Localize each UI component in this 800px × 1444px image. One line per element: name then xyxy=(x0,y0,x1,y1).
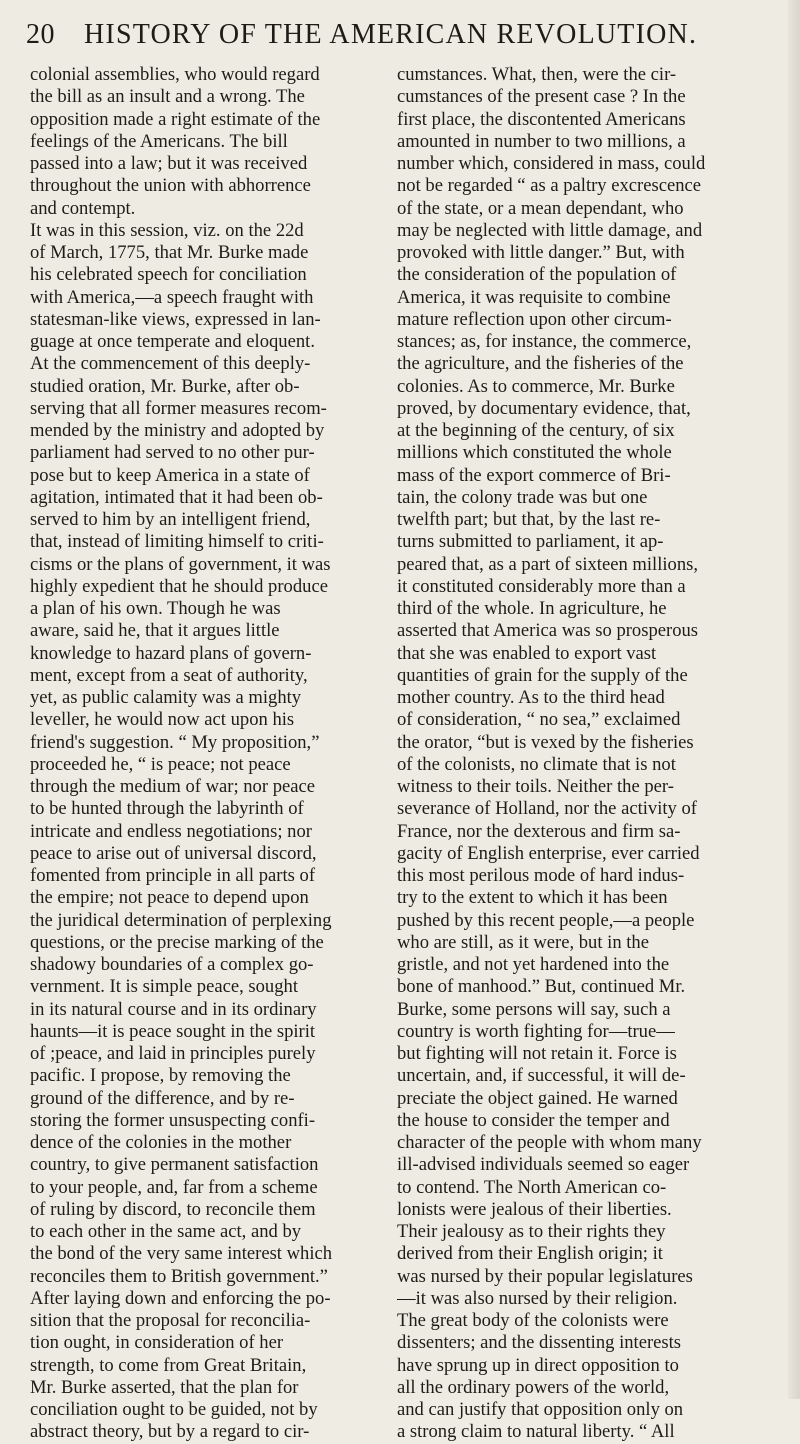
text-line: derived from their English origin; it xyxy=(397,1243,663,1265)
text-line: stances; as, for instance, the commerce, xyxy=(397,331,692,352)
text-line: mass of the export commerce of Bri- xyxy=(397,464,671,486)
text-line: intricate and endless negotiations; nor xyxy=(30,820,312,842)
text-line: and contempt. xyxy=(30,197,136,219)
text-line: yet, as public calamity was a mighty xyxy=(30,687,302,708)
text-line: was nursed by their popular legislatures xyxy=(397,1265,693,1287)
text-line: questions, or the precise marking of the xyxy=(30,931,324,953)
text-line: of the colonists, no climate that is not xyxy=(397,753,676,775)
text-line: leveller, he would now act upon his xyxy=(30,709,295,731)
text-line: with America,—a speech fraught with xyxy=(30,286,314,308)
text-line: feelings of the Americans. The bill xyxy=(30,130,288,152)
text-line: cumstances. What, then, were the cir- xyxy=(397,64,677,85)
text-line: turns submitted to parliament, it ap- xyxy=(397,531,664,553)
text-line: pacific. I propose, by removing the xyxy=(30,1065,291,1087)
text-line: haunts—it is peace sought in the spirit xyxy=(30,1020,316,1042)
running-title: HISTORY OF THE AMERICAN REVOLUTION. xyxy=(84,19,698,50)
text-line: proceeded he, “ is peace; not peace xyxy=(30,753,291,775)
text-line: witness to their toils. Neither the per- xyxy=(397,776,674,797)
text-line: serving that all former measures recom- xyxy=(30,397,327,419)
text-line: to each other in the same act, and by xyxy=(30,1221,302,1242)
text-line: quantities of grain for the supply of the xyxy=(397,664,688,686)
text-line: that she was enabled to export vast xyxy=(397,642,657,664)
text-line: severance of Holland, nor the activity of xyxy=(397,798,697,820)
text-line: who are still, as it were, but in the xyxy=(397,931,649,953)
text-line: proved, by documentary evidence, that, xyxy=(397,397,691,419)
text-line: Their jealousy as to their rights they xyxy=(397,1221,666,1242)
text-line: preciate the object gained. He warned xyxy=(397,1087,678,1109)
text-line: third of the whole. In agriculture, he xyxy=(397,598,667,619)
text-line: at the beginning of the century, of six xyxy=(397,420,675,441)
text-line: to be hunted through the labyrinth of xyxy=(30,798,304,820)
text-line: After laying down and enforcing the po- xyxy=(30,1287,331,1309)
text-line: may be neglected with little damage, and xyxy=(397,219,703,241)
text-line: highly expedient that he should produce xyxy=(30,575,328,597)
page-edge-shadow xyxy=(788,0,800,1399)
text-line: in its natural course and in its ordinary xyxy=(30,998,317,1020)
text-line: provoked with little danger.” But, with xyxy=(397,242,685,263)
text-line: aware, said he, that it argues little xyxy=(30,620,280,642)
text-line: to your people, and, far from a scheme xyxy=(30,1176,318,1198)
text-line: reconciles them to British government.” xyxy=(30,1265,328,1287)
text-line: that, instead of limiting himself to criti- xyxy=(30,531,324,553)
text-line: not be regarded “ as a paltry excrescence xyxy=(397,175,702,197)
text-line: the empire; not peace to depend upon xyxy=(30,887,309,909)
text-line: of consideration, “ no sea,” exclaimed xyxy=(397,709,681,731)
text-line: country, to give permanent satisfaction xyxy=(30,1154,319,1176)
text-line: cisms or the plans of government, it was xyxy=(30,553,331,575)
text-line: served to him by an intelligent friend, xyxy=(30,509,311,530)
text-line: fomented from principle in all parts of xyxy=(30,865,316,886)
text-line: the bill as an insult and a wrong. The xyxy=(30,86,305,108)
text-line: ground of the difference, and by re- xyxy=(30,1087,295,1109)
text-line: gacity of English enterprise, ever carried xyxy=(397,842,700,864)
text-line: cumstances of the present case ? In the xyxy=(397,86,686,108)
text-line: of March, 1775, that Mr. Burke made xyxy=(30,242,309,263)
text-line: peared that, as a part of sixteen millions, xyxy=(397,553,699,575)
text-line: mature reflection upon other circum- xyxy=(397,308,672,330)
text-line: of the state, or a mean dependant, who xyxy=(397,197,684,219)
text-line: studied oration, Mr. Burke, after ob- xyxy=(30,375,300,397)
text-line: dissenters; and the dissenting interests xyxy=(397,1332,682,1354)
left-column xyxy=(30,64,384,1444)
text-line: twelfth part; but that, by the last re- xyxy=(397,509,661,530)
text-line: mother country. As to the third head xyxy=(397,687,665,708)
text-line: peace to arise out of universal discord, xyxy=(30,842,317,864)
text-line: parliament had served to no other pur- xyxy=(30,442,315,464)
text-line: his celebrated speech for conciliation xyxy=(30,264,307,286)
text-line: gristle, and not yet hardened into the xyxy=(397,954,670,975)
text-line: It was in this session, viz. on the 22d xyxy=(30,219,304,241)
text-line: of ;peace, and laid in principles purely xyxy=(30,1043,316,1064)
text-line: the juridical determination of perplexing xyxy=(30,909,332,931)
text-line: the consideration of the population of xyxy=(397,264,677,286)
text-line: a plan of his own. Though he was xyxy=(30,598,281,619)
text-line: abstract theory, but by a regard to cir- xyxy=(30,1421,310,1443)
text-line: amounted in number to two millions, a xyxy=(397,130,686,152)
text-line: Burke, some persons will say, such a xyxy=(397,998,671,1020)
text-line: the house to consider the temper and xyxy=(397,1109,670,1131)
text-line: knowledge to hazard plans of govern- xyxy=(30,642,312,664)
text-line: throughout the union with abhorrence xyxy=(30,175,311,197)
text-line: storing the former unsuspecting confi- xyxy=(30,1109,316,1131)
text-line: friend's suggestion. “ My proposition,” xyxy=(30,731,320,753)
text-line: strength, to come from Great Britain, xyxy=(30,1354,307,1376)
text-line: first place, the discontented Americans xyxy=(397,108,686,130)
page-number: 20 xyxy=(26,19,55,50)
text-line: opposition made a right estimate of the xyxy=(30,108,321,130)
text-line: to contend. The North American co- xyxy=(397,1176,667,1198)
text-line: pose but to keep America in a state of xyxy=(30,464,310,486)
text-line: lonists were jealous of their liberties. xyxy=(397,1198,672,1220)
text-line: America, it was requisite to combine xyxy=(397,286,671,308)
text-line: it constituted considerably more than a xyxy=(397,575,686,597)
text-line: colonial assemblies, who would regard xyxy=(30,64,320,85)
text-line: passed into a law; but it was received xyxy=(30,153,308,174)
text-line: of ruling by discord, to reconcile them xyxy=(30,1198,316,1220)
text-line: pushed by this recent people,—a people xyxy=(397,909,695,931)
text-line: shadowy boundaries of a complex go- xyxy=(30,954,314,975)
text-line: country is worth fighting for—true— xyxy=(397,1020,675,1042)
text-line: conciliation ought to be guided, not by xyxy=(30,1399,318,1420)
text-line: France, nor the dexterous and firm sa- xyxy=(397,820,681,842)
text-line: Mr. Burke asserted, that the plan for xyxy=(30,1376,299,1398)
text-line: character of the people with whom many xyxy=(397,1132,702,1153)
text-line: the orator, “but is vexed by the fisheries xyxy=(397,731,694,753)
text-line: vernment. It is simple peace, sought xyxy=(30,976,298,998)
text-line: through the medium of war; nor peace xyxy=(30,776,316,797)
text-line: millions which constituted the whole xyxy=(397,442,672,464)
text-line: try to the extent to which it has been xyxy=(397,887,668,909)
text-line: dence of the colonies in the mother xyxy=(30,1132,292,1153)
text-columns xyxy=(30,64,770,1443)
text-line: ment, except from a seat of authority, xyxy=(30,664,308,686)
text-line: The great body of the colonists were xyxy=(397,1310,669,1331)
text-line: statesman-like views, expressed in lan- xyxy=(30,308,321,330)
text-line: ill-advised individuals seemed so eager xyxy=(397,1154,690,1176)
text-line: number which, considered in mass, could xyxy=(397,153,706,174)
right-column xyxy=(397,64,751,1444)
text-line: asserted that America was so prosperous xyxy=(397,620,699,642)
text-line: sition that the proposal for reconcilia- xyxy=(30,1310,311,1331)
text-line: this most perilous mode of hard indus- xyxy=(397,865,685,886)
text-line: —it was also nursed by their religion. xyxy=(397,1287,678,1309)
text-line: the agriculture, and the fisheries of the xyxy=(397,353,684,375)
page-header xyxy=(26,18,776,52)
text-line: tain, the colony trade was but one xyxy=(397,486,648,508)
text-line: bone of manhood.” But, continued Mr. xyxy=(397,976,686,998)
text-line: and can justify that opposition only on xyxy=(397,1399,684,1420)
text-line: agitation, intimated that it had been ob- xyxy=(30,486,323,508)
text-line: the bond of the very same interest which xyxy=(30,1243,333,1265)
text-line: have sprung up in direct opposition to xyxy=(397,1354,679,1376)
text-line: all the ordinary powers of the world, xyxy=(397,1376,670,1398)
text-line: tion ought, in consideration of her xyxy=(30,1332,284,1354)
text-line: a strong claim to natural liberty. “ All xyxy=(397,1421,675,1443)
text-line: uncertain, and, if successful, it will de- xyxy=(397,1065,686,1087)
text-line: At the commencement of this deeply- xyxy=(30,353,311,375)
text-line: colonies. As to commerce, Mr. Burke xyxy=(397,375,675,397)
text-line: guage at once temperate and eloquent. xyxy=(30,331,315,352)
text-line: mended by the ministry and adopted by xyxy=(30,420,325,441)
text-line: but fighting will not retain it. Force is xyxy=(397,1043,677,1064)
